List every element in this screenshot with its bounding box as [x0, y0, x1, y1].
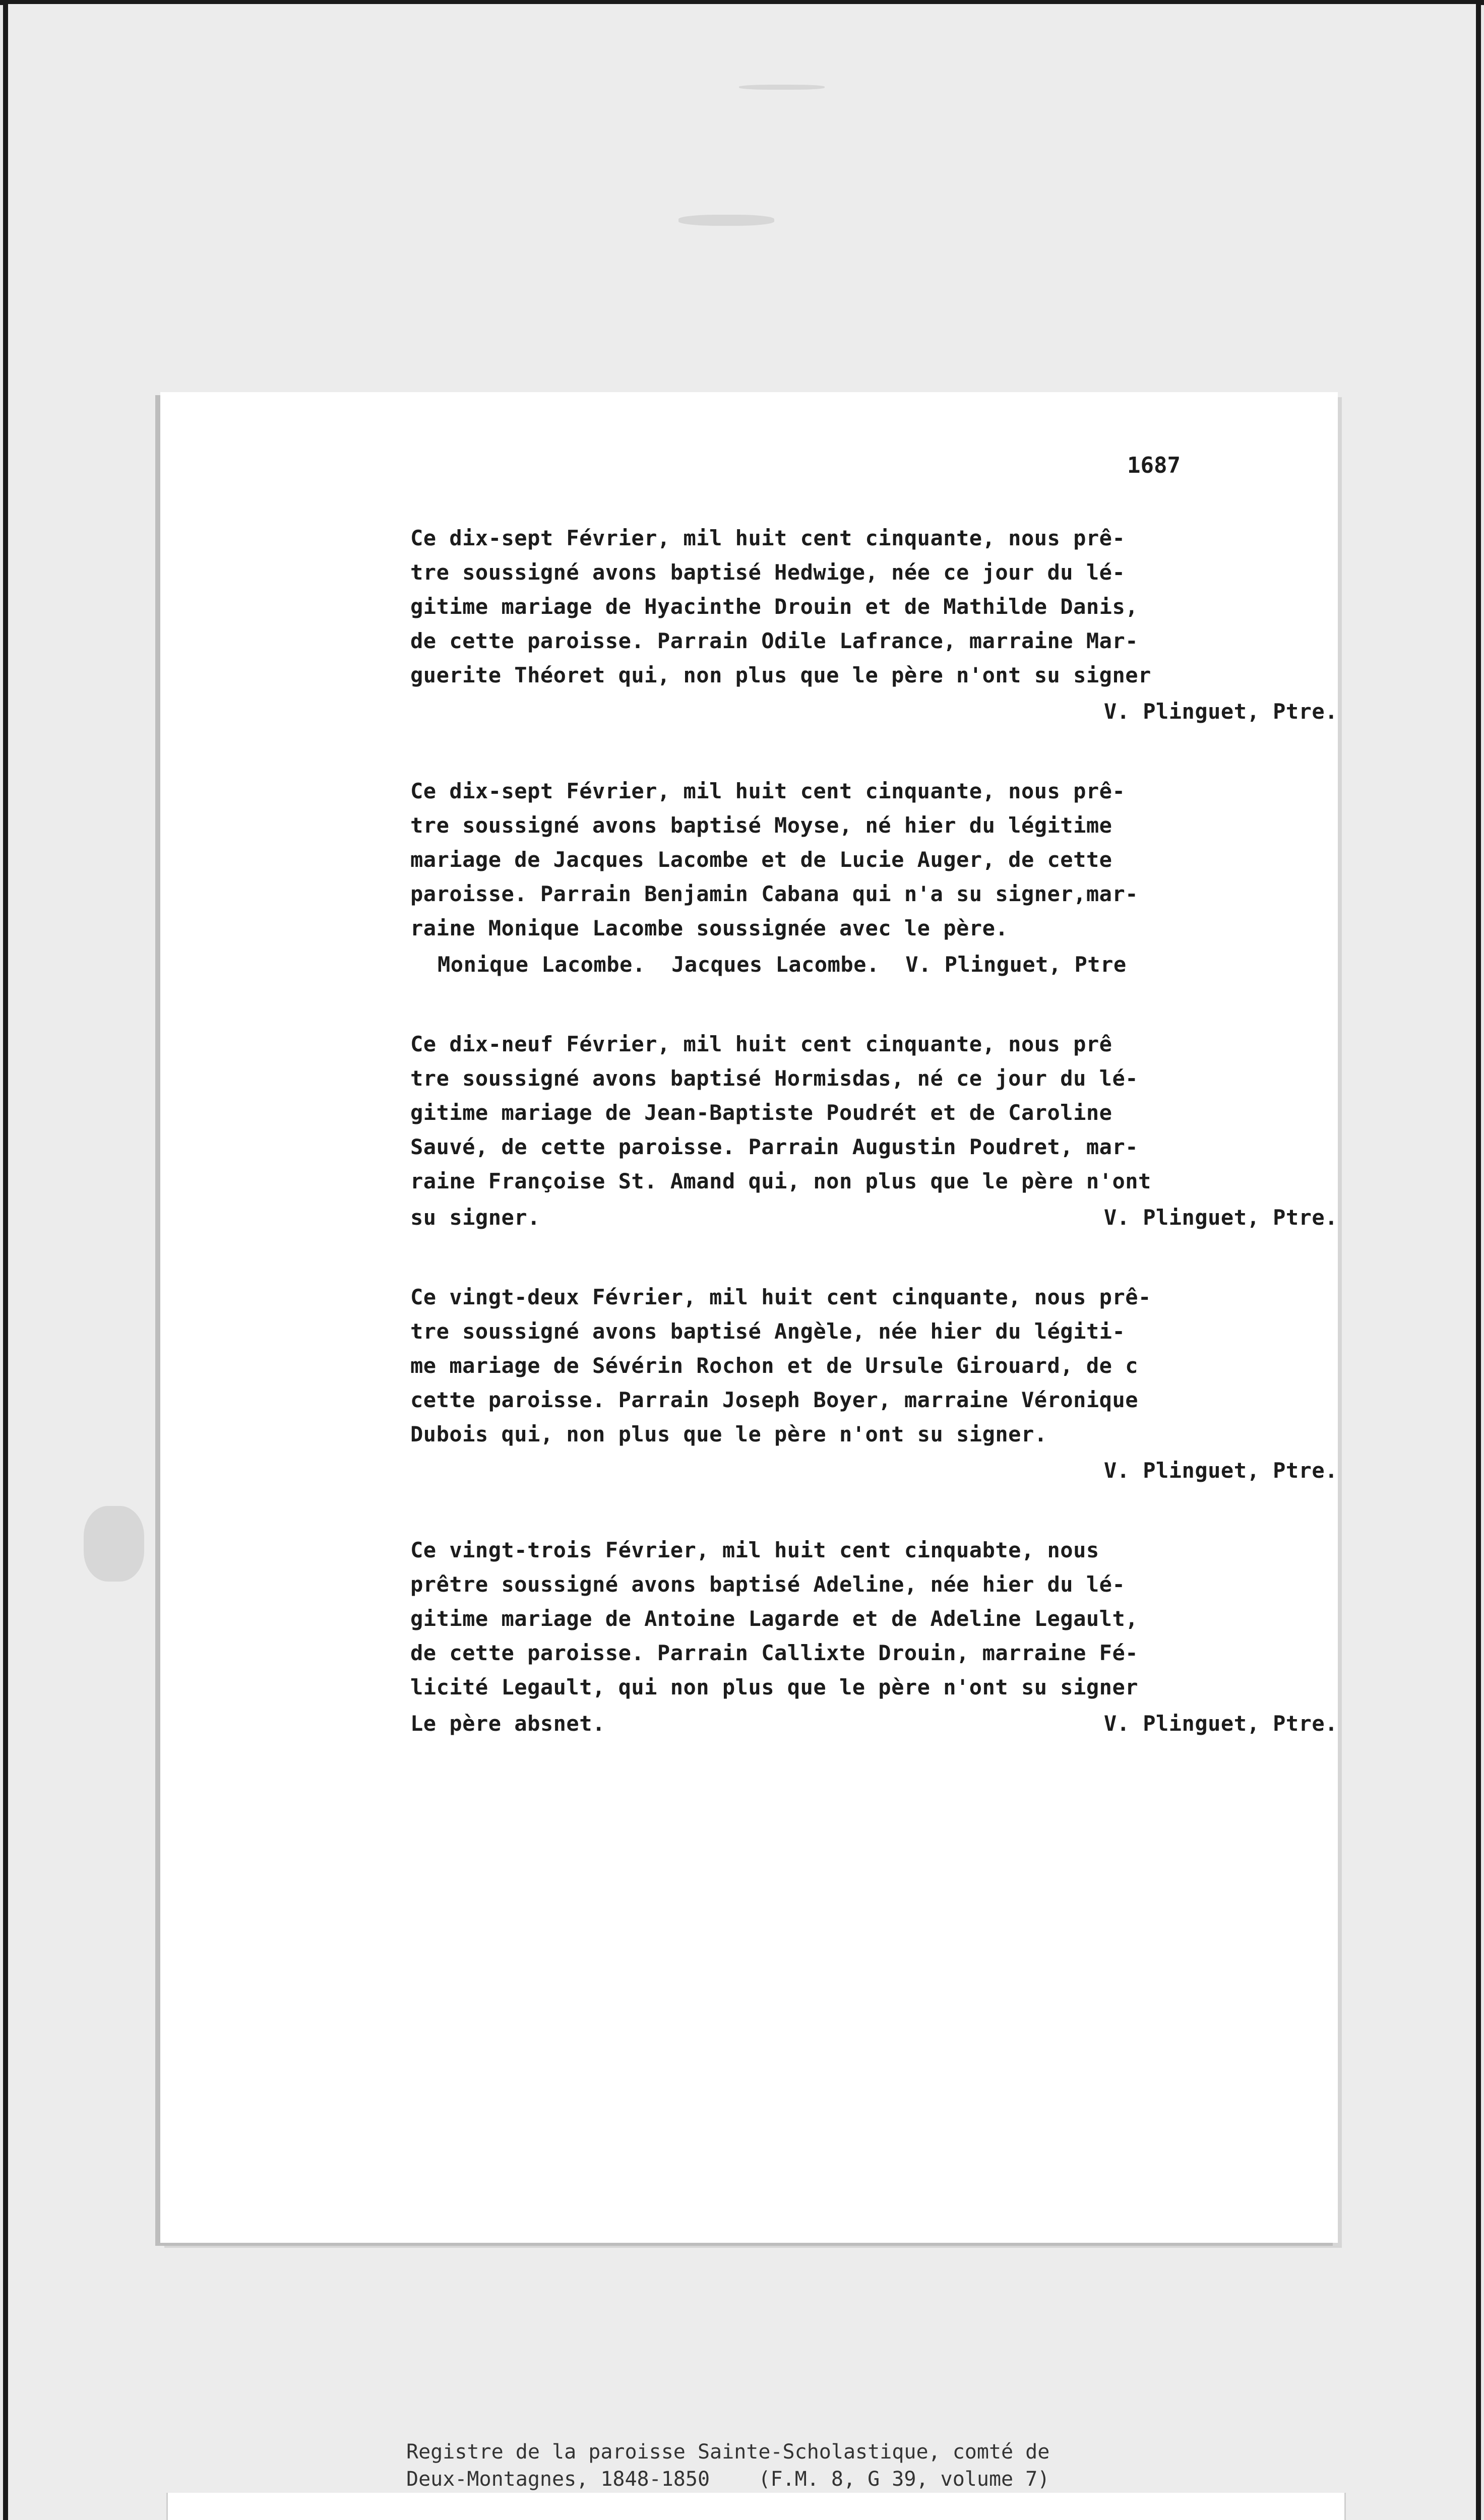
entry-line: licité Legault, qui non plus que le père n'ont su signer [410, 1675, 1139, 1699]
entry-line: me mariage de Sévérin Rochon et de Ursule Girouard, de c [410, 1353, 1139, 1378]
caption-line-1: Registre de la paroisse Sainte-Scholastique, comté de [406, 2440, 1050, 2464]
film-smudge [84, 1506, 144, 1582]
entry-line: gitime mariage de Jean-Baptiste Poudrét et de Caroline [410, 1100, 1112, 1125]
closing-text: Le père absnet. [410, 1711, 605, 1736]
source-caption [406, 2438, 1049, 2493]
priest-signature: V. Plinguet, Ptre. [1103, 1458, 1338, 1483]
entry-line: Dubois qui, non plus que le père n'ont su signer. [410, 1422, 1047, 1446]
baptism-entry-3 [410, 1027, 1398, 1237]
entry-line: tre soussigné avons baptisé Hormisdas, né ce jour du lé- [410, 1066, 1139, 1091]
signatures-row: Monique Lacombe. Jacques Lacombe. V. Plinguet, Ptre [438, 952, 1127, 977]
entry-line: tre soussigné avons baptisé Hedwige, née ce jour du lé- [410, 560, 1126, 585]
entry-line: Ce vingt-deux Février, mil huit cent cinquante, nous prê- [410, 1285, 1151, 1309]
priest-signature: V. Plinguet, Ptre. [1103, 1205, 1338, 1230]
film-scratch [678, 215, 774, 226]
entry-line: raine Monique Lacombe soussignée avec le père. [410, 916, 1009, 940]
baptism-entry-1 [410, 521, 1398, 731]
entry-line: Ce vingt-trois Février, mil huit cent cinquabte, nous [410, 1538, 1099, 1562]
entry-line: Ce dix-sept Février, mil huit cent cinquante, nous prê- [410, 526, 1126, 550]
entry-line: Ce dix-neuf Février, mil huit cent cinquante, nous prê [410, 1032, 1112, 1056]
entry-line: de cette paroisse. Parrain Callixte Drouin, marraine Fé- [410, 1641, 1139, 1665]
archives-stamp [166, 2493, 1346, 2520]
caption-line-2: Deux-Montagnes, 1848-1850 (F.M. 8, G 39, volume 7) [406, 2468, 1050, 2491]
entry-line: gitime mariage de Antoine Lagarde et de Adeline Legault, [410, 1606, 1139, 1631]
closing-row [410, 1199, 1398, 1237]
entry-line: tre soussigné avons baptisé Moyse, né hier du légitime [410, 813, 1112, 838]
baptism-entry-4 [410, 1280, 1398, 1490]
entry-line: Ce dix-sept Février, mil huit cent cinquante, nous prê- [410, 779, 1126, 803]
entry-line: cette paroisse. Parrain Joseph Boyer, marraine Véronique [410, 1388, 1139, 1412]
entry-line: paroisse. Parrain Benjamin Cabana qui n'a su signer,mar- [410, 881, 1139, 906]
register-page [160, 392, 1338, 2243]
entry-line: de cette paroisse. Parrain Odile Lafrance, marraine Mar- [410, 628, 1139, 653]
closing-text: su signer. [410, 1205, 540, 1230]
baptism-entry-2 [410, 774, 1398, 984]
page-number: 1687 [1127, 453, 1181, 478]
register-body [410, 521, 1398, 1786]
entry-line: tre soussigné avons baptisé Angèle, née hier du légiti- [410, 1319, 1126, 1344]
priest-signature: V. Plinguet, Ptre. [1103, 699, 1338, 724]
entry-line: gitime mariage de Hyacinthe Drouin et de Mathilde Danis, [410, 594, 1139, 619]
entry-line: guerite Théoret qui, non plus que le père n'ont su signer [410, 663, 1151, 687]
priest-signature: V. Plinguet, Ptre. [1103, 1711, 1338, 1736]
baptism-entry-5 [410, 1533, 1398, 1743]
entry-line: prêtre soussigné avons baptisé Adeline, née hier du lé- [410, 1572, 1126, 1597]
film-scratch [739, 85, 825, 90]
entry-line: Sauvé, de cette paroisse. Parrain Augustin Poudret, mar- [410, 1135, 1139, 1159]
closing-row [410, 1705, 1398, 1743]
entry-line: raine Françoise St. Amand qui, non plus que le père n'ont [410, 1169, 1151, 1193]
entry-line: mariage de Jacques Lacombe et de Lucie Auger, de cette [410, 847, 1112, 872]
